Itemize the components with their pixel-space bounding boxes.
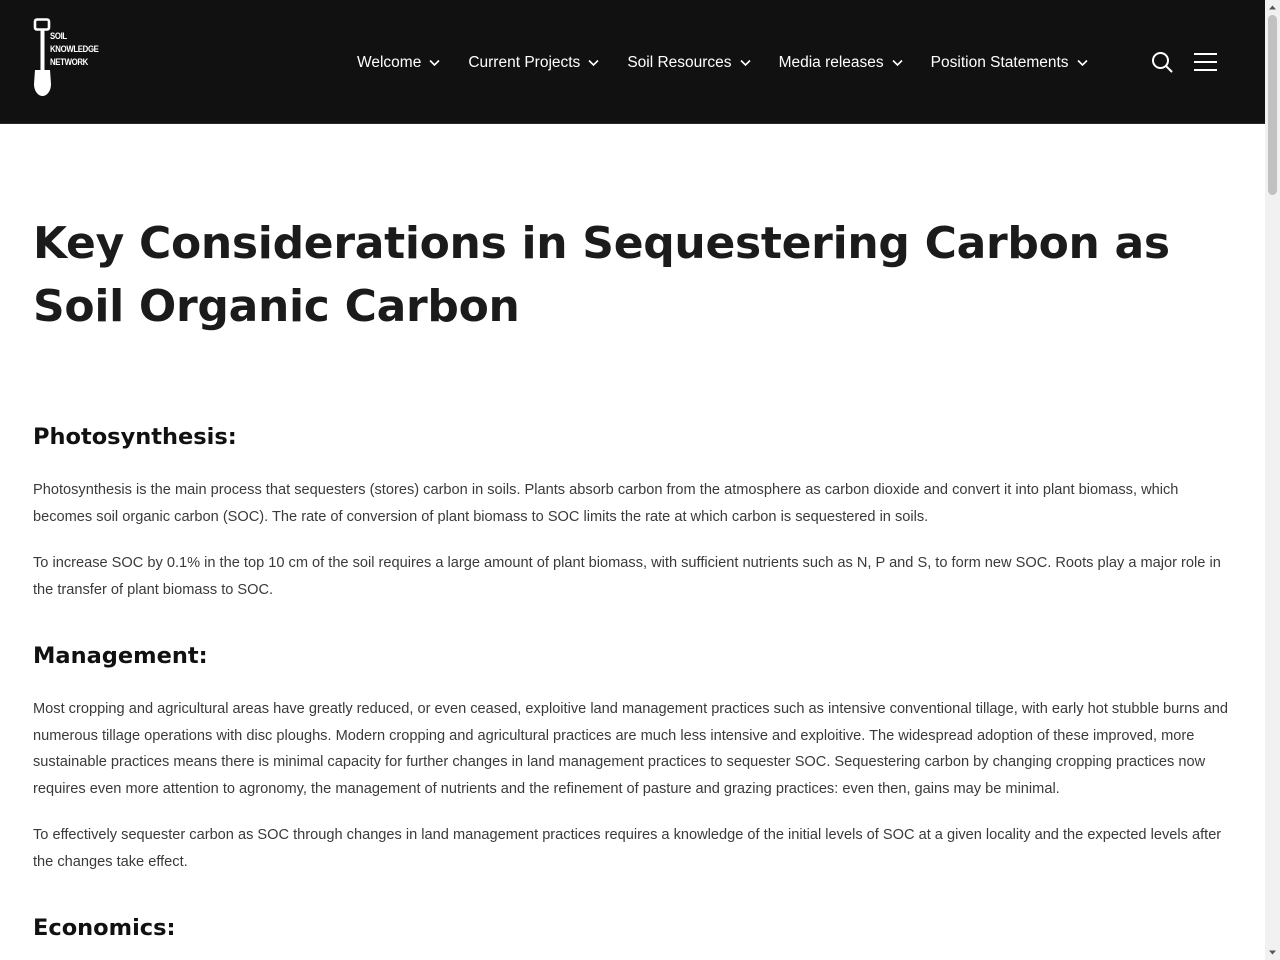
chevron-down-icon (892, 59, 903, 67)
paragraph: Most cropping and agricultural areas have greatly reduced, or even ceased, exploitive land management practices such as intensive conventional tillage, with early hot stubble burns and numerous tillage operations with disc ploughs. Modern cropping and agricultural practices are much less intensive and exploitive. The widespread adoption of these improved, more sustainable practices means there is minimal capacity for further changes in land management practices to sequester SOC. Sequestering carbon by changing cropping practices now requires even more attention to agronomy, the management of nutrients and the refinement of pasture and grazing practices: even then, gains may be minimal. (33, 701, 1228, 798)
chevron-down-icon (429, 59, 440, 67)
logo-line: KNOWLEDGE (50, 44, 99, 55)
main-nav (357, 50, 1088, 76)
logo-line: SOIL (50, 31, 67, 42)
logo-line: NETWORK (50, 57, 88, 68)
vertical-scrollbar[interactable] (1265, 0, 1280, 960)
chevron-down-icon (588, 59, 599, 67)
nav-item-label: Welcome (357, 54, 422, 71)
nav-item-soil-resources[interactable] (627, 54, 750, 72)
nav-item-label: Soil Resources (627, 54, 732, 71)
section-heading-economics: Economics: (33, 915, 176, 941)
chevron-down-icon (740, 59, 751, 67)
search-button[interactable] (1151, 51, 1173, 73)
scroll-up-arrow[interactable] (1265, 0, 1280, 15)
nav-item-label: Media releases (778, 54, 884, 71)
menu-icon (1193, 52, 1218, 72)
section-heading-photosynthesis: Photosynthesis: (33, 424, 237, 450)
paragraph: To increase SOC by 0.1% in the top 10 cm of the soil requires a large amount of plant biomass, with sufficient nutrients such as N, P and S, to form new SOC. Roots play a major role in the transfer of plant biomass to SOC. (33, 555, 1221, 598)
search-icon (1151, 51, 1173, 73)
paragraph: Photosynthesis is the main process that sequesters (stores) carbon in soils. Plants absorb carbon from the atmosphere as carbon dioxide and convert it into plant biomass, which becomes soil organic carbon (SOC). The rate of conversion of plant biomass to SOC limits the rate at which carbon is sequestered in soils. (33, 482, 1179, 525)
paragraph: To effectively sequester carbon as SOC through changes in land management practices requires a knowledge of the initial levels of SOC at a given locality and the expected levels after the changes take effect. (33, 827, 1222, 870)
arrow-up-icon (1265, 0, 1280, 15)
chevron-down-icon (1077, 59, 1088, 67)
scroll-down-arrow[interactable] (1265, 945, 1280, 960)
arrow-down-icon (1265, 945, 1280, 960)
nav-item-label: Position Statements (930, 54, 1069, 71)
nav-item-current-projects[interactable] (468, 54, 599, 72)
scroll-thumb[interactable] (1268, 15, 1277, 195)
section-heading-management: Management: (33, 643, 208, 669)
nav-item-media-releases[interactable] (779, 54, 903, 72)
nav-item-position-statements[interactable] (931, 54, 1088, 72)
site-logo[interactable] (33, 18, 113, 98)
nav-item-label: Current Projects (468, 54, 581, 71)
logo-wordmark (50, 30, 99, 69)
nav-item-welcome[interactable] (357, 54, 440, 72)
menu-button[interactable] (1193, 52, 1218, 72)
site-header (0, 0, 1265, 124)
article (33, 212, 1233, 941)
page-title: Key Considerations in Sequestering Carbon as Soil Organic Carbon (33, 218, 1170, 332)
